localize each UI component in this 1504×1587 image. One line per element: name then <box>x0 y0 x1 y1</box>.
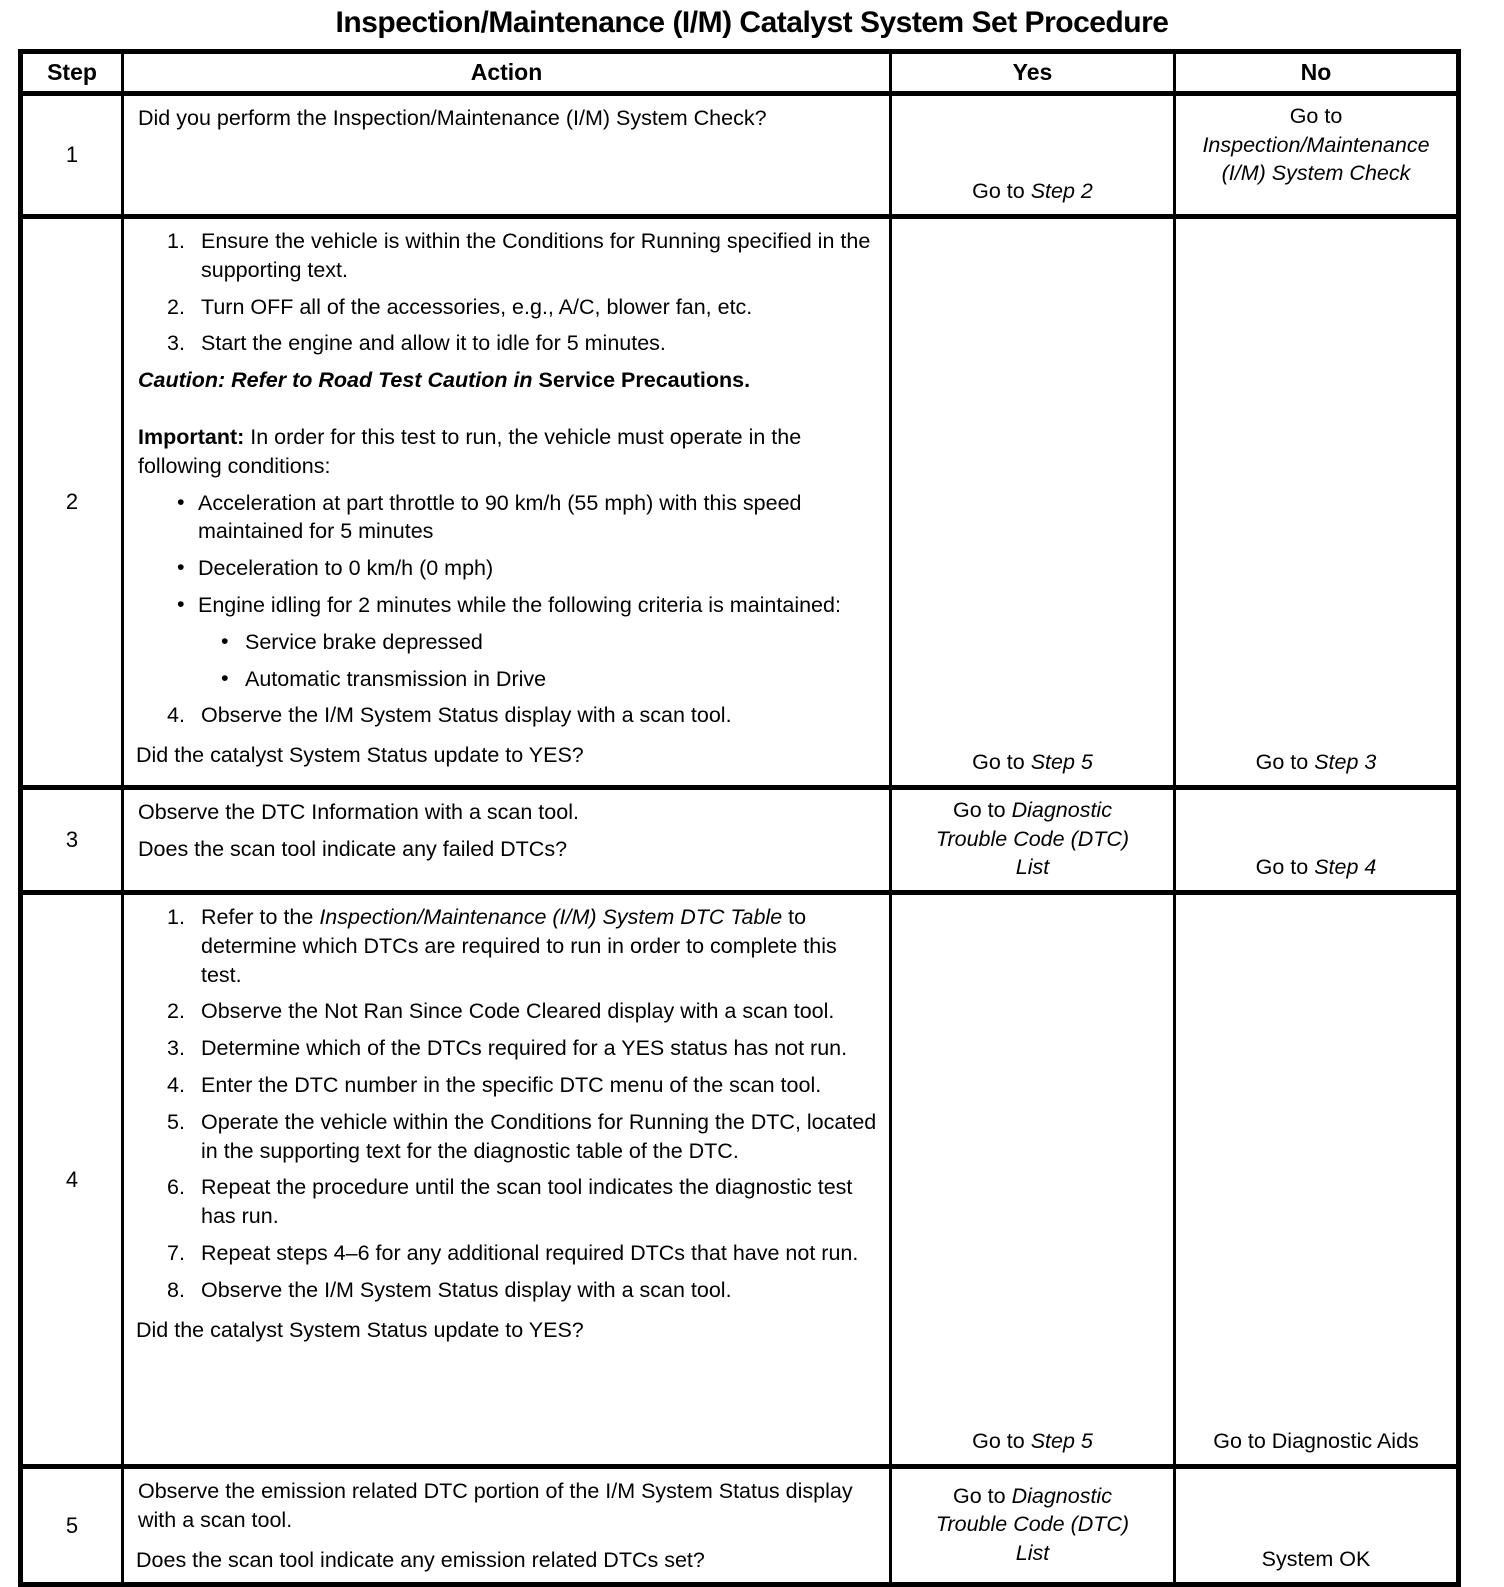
text-run: Did you perform the Inspection/Maintenance (I/M) System Check? <box>138 106 767 130</box>
text-run: Inspection/Maintenance <box>1202 132 1430 157</box>
action-paragraph <box>136 835 879 864</box>
list-number: 7. <box>167 1240 185 1265</box>
text-line <box>900 748 1165 777</box>
header-action: Action <box>123 52 891 94</box>
action-question <box>136 741 879 770</box>
list-number: 8. <box>167 1277 185 1302</box>
list-text <box>198 556 493 580</box>
text-line <box>900 177 1165 206</box>
text-run: Does the scan tool indicate any emission related DTCs set? <box>136 1547 705 1572</box>
no-cell <box>1175 94 1459 217</box>
no-content <box>1176 96 1456 214</box>
list-number: 3. <box>167 331 185 356</box>
yes-cell <box>891 893 1175 1467</box>
list-text <box>201 1036 847 1060</box>
list-text <box>201 229 870 282</box>
list-number: 1. <box>167 229 185 253</box>
action-numbered-item <box>136 1276 879 1305</box>
yes-content <box>892 790 1173 890</box>
text-run: . <box>744 368 751 393</box>
action-numbered-item <box>136 329 879 358</box>
list-number: 2. <box>167 999 185 1024</box>
step-number: 3 <box>65 827 79 852</box>
step-number: 2 <box>65 489 79 514</box>
text-run: Inspection/Maintenance (I/M) System DTC Table <box>319 905 783 929</box>
action-bullet-item <box>136 489 879 547</box>
list-text <box>201 1278 732 1302</box>
action-numbered-item <box>136 293 879 322</box>
text-run: Step 5 <box>1030 1429 1093 1454</box>
text-line <box>1184 853 1448 882</box>
text-run: Service Precautions <box>538 368 745 393</box>
no-cell <box>1175 217 1459 788</box>
text-run: Go to <box>1255 855 1315 880</box>
text-run: List <box>1015 1540 1050 1565</box>
step-cell <box>21 94 123 217</box>
no-content <box>1176 219 1456 785</box>
text-run: Step 5 <box>1030 750 1093 775</box>
list-text <box>201 1073 821 1097</box>
text-line <box>900 1539 1165 1568</box>
list-number: 6. <box>167 1175 185 1200</box>
text-line <box>900 796 1165 825</box>
text-run: Go to <box>953 798 1012 823</box>
step-number: 1 <box>65 142 79 167</box>
text-run: Acceleration at part throttle to 90 km/h (55 mph) with this speed maintained for 5 minutes <box>198 490 802 544</box>
text-run: Start the engine and allow it to idle for 5 minutes. <box>201 331 666 356</box>
text-run: Go to <box>972 1429 1031 1454</box>
text-run: Does the scan tool indicate any failed DTCs? <box>138 836 568 861</box>
text-run: Repeat the procedure until the scan tool indicates the diagnostic test has run. <box>201 1175 853 1229</box>
yes-cell <box>891 94 1175 217</box>
table-row <box>21 94 1459 217</box>
text-run: Step 2 <box>1030 179 1093 204</box>
list-text <box>201 1175 852 1228</box>
list-number: 3. <box>167 1036 185 1061</box>
text-run: Did the catalyst System Status update to YES? <box>136 1317 584 1342</box>
action-paragraph <box>136 798 879 827</box>
action-numbered-item <box>136 227 879 285</box>
text-run: Automatic transmission in Drive <box>245 666 547 691</box>
action-numbered-item <box>136 701 879 730</box>
text-run: Did the catalyst System Status update to YES? <box>136 743 584 768</box>
text-line <box>1184 131 1448 160</box>
text-run: Turn OFF all of the accessories, e.g., A/C, blower fan, etc. <box>201 294 753 319</box>
header-row <box>21 52 1459 94</box>
action-cell <box>123 217 891 788</box>
table-row <box>21 217 1459 788</box>
text-line <box>1184 102 1448 131</box>
yes-content <box>892 1469 1173 1582</box>
list-text <box>201 999 834 1023</box>
action-cell <box>123 1467 891 1585</box>
list-text <box>201 905 837 987</box>
action-question <box>136 1316 879 1345</box>
bullet-icon: • <box>221 628 229 653</box>
list-text <box>198 491 802 544</box>
no-content <box>1176 1469 1456 1582</box>
text-run: Go to Diagnostic Aids <box>1213 1429 1419 1454</box>
list-number: 2. <box>167 294 185 319</box>
action-bullet-item <box>136 554 879 583</box>
action-cell <box>123 94 891 217</box>
text-run: In order for this test to run, the vehicle must operate in the following conditions: <box>138 424 802 478</box>
bullet-icon: • <box>177 489 185 514</box>
action-numbered-item <box>136 1239 879 1268</box>
text-line <box>900 853 1165 882</box>
text-line <box>1184 159 1448 188</box>
no-content <box>1176 790 1456 890</box>
text-line <box>1184 748 1448 777</box>
step-cell <box>21 1467 123 1585</box>
text-line <box>900 1427 1165 1456</box>
list-text <box>245 667 546 691</box>
yes-content <box>892 895 1173 1464</box>
action-question <box>136 1546 879 1575</box>
list-text <box>201 1110 876 1163</box>
text-run: Refer to the <box>201 905 320 929</box>
action-bullet-item <box>136 591 879 620</box>
text-run: Go to <box>1289 104 1343 128</box>
page-title: Inspection/Maintenance (I/M) Catalyst System Set Procedure <box>335 6 1169 39</box>
text-run: Observe the emission related DTC portion of the I/M System Status display with a scan tool. <box>138 1479 853 1532</box>
table-row <box>21 1467 1459 1585</box>
text-run: Go to <box>953 1483 1012 1508</box>
bullet-icon: • <box>177 591 185 616</box>
text-run: Observe the DTC Information with a scan tool. <box>138 800 579 824</box>
no-cell <box>1175 788 1459 893</box>
yes-content <box>892 96 1173 214</box>
list-text <box>201 1241 858 1265</box>
action-numbered-item <box>136 997 879 1026</box>
list-text <box>201 703 732 727</box>
header-no: No <box>1175 52 1459 94</box>
yes-cell <box>891 1467 1175 1585</box>
list-text <box>201 331 666 355</box>
text-run: Caution: Refer to Road Test Caution in <box>138 368 539 393</box>
text-run: System OK <box>1261 1547 1371 1572</box>
text-run: List <box>1015 855 1050 880</box>
action-paragraph <box>136 423 879 481</box>
text-run: Engine idling for 2 minutes while the following criteria is maintained: <box>198 592 841 617</box>
text-line <box>900 1482 1165 1511</box>
list-number: 5. <box>167 1109 185 1134</box>
header-yes: Yes <box>891 52 1175 94</box>
text-line <box>1184 1427 1448 1456</box>
bullet-icon: • <box>221 665 229 690</box>
text-run: Trouble Code (DTC) <box>935 1512 1130 1537</box>
text-run: Go to <box>972 179 1031 204</box>
list-text <box>201 295 752 319</box>
yes-cell <box>891 788 1175 893</box>
action-numbered-item <box>136 1173 879 1231</box>
spacer <box>136 403 879 423</box>
action-paragraph <box>136 104 879 133</box>
action-numbered-item <box>136 903 879 989</box>
list-text <box>198 593 841 617</box>
no-cell <box>1175 893 1459 1467</box>
text-run: Diagnostic <box>1011 1483 1112 1508</box>
text-run: Step 3 <box>1314 750 1377 775</box>
yes-content <box>892 219 1173 785</box>
text-run: Trouble Code (DTC) <box>935 826 1130 851</box>
text-line <box>900 825 1165 854</box>
text-run: Go to <box>972 750 1031 775</box>
text-run: Operate the vehicle within the Conditions for Running the DTC, located in the supporting text for the diagnostic table of the DTC. <box>201 1109 877 1163</box>
action-numbered-item <box>136 1071 879 1100</box>
text-run: Determine which of the DTCs required for a YES status has not run. <box>201 1036 848 1061</box>
action-sub-bullet-item <box>136 628 879 657</box>
action-paragraph <box>136 366 879 395</box>
action-numbered-item <box>136 1034 879 1063</box>
text-line <box>900 1510 1165 1539</box>
table-row <box>21 893 1459 1467</box>
text-run: Diagnostic <box>1011 798 1112 823</box>
action-cell <box>123 788 891 893</box>
header-step: Step <box>21 52 123 94</box>
list-number: 4. <box>167 1072 185 1097</box>
step-number: 5 <box>65 1512 79 1538</box>
text-run: Observe the I/M System Status display with a scan tool. <box>201 703 732 728</box>
list-text <box>245 630 483 654</box>
no-content <box>1176 895 1456 1464</box>
text-run: Observe the I/M System Status display with a scan tool. <box>201 1277 732 1302</box>
text-run: Service brake depressed <box>245 629 483 654</box>
text-run: Deceleration to 0 km/h (0 mph) <box>198 556 494 581</box>
list-number: 1. <box>167 905 185 929</box>
text-run: Go to <box>1255 750 1315 775</box>
action-paragraph <box>136 1477 879 1535</box>
step-cell <box>21 217 123 788</box>
text-run: Repeat steps 4–6 for any additional required DTCs that have not run. <box>201 1240 859 1265</box>
step-number: 4 <box>65 1166 79 1192</box>
list-number: 4. <box>167 703 185 728</box>
procedure-table <box>18 49 1461 1587</box>
no-cell <box>1175 1467 1459 1585</box>
text-run: Important: <box>138 424 245 449</box>
step-cell <box>21 893 123 1467</box>
text-run: Observe the Not Ran Since Code Cleared display with a scan tool. <box>201 999 835 1024</box>
text-run: Enter the DTC number in the specific DTC menu of the scan tool. <box>201 1072 822 1097</box>
action-numbered-item <box>136 1108 879 1166</box>
step-cell <box>21 788 123 893</box>
text-run: (I/M) System Check <box>1221 161 1411 186</box>
text-run: Ensure the vehicle is within the Conditions for Running specified in the supporting text. <box>201 229 871 282</box>
text-run: Step 4 <box>1314 855 1377 880</box>
action-cell <box>123 893 891 1467</box>
action-sub-bullet-item <box>136 665 879 694</box>
table-row <box>21 788 1459 893</box>
text-run: to determine which DTCs are required to run in order to complete this test. <box>201 905 837 987</box>
yes-cell <box>891 217 1175 788</box>
bullet-icon: • <box>177 555 185 580</box>
